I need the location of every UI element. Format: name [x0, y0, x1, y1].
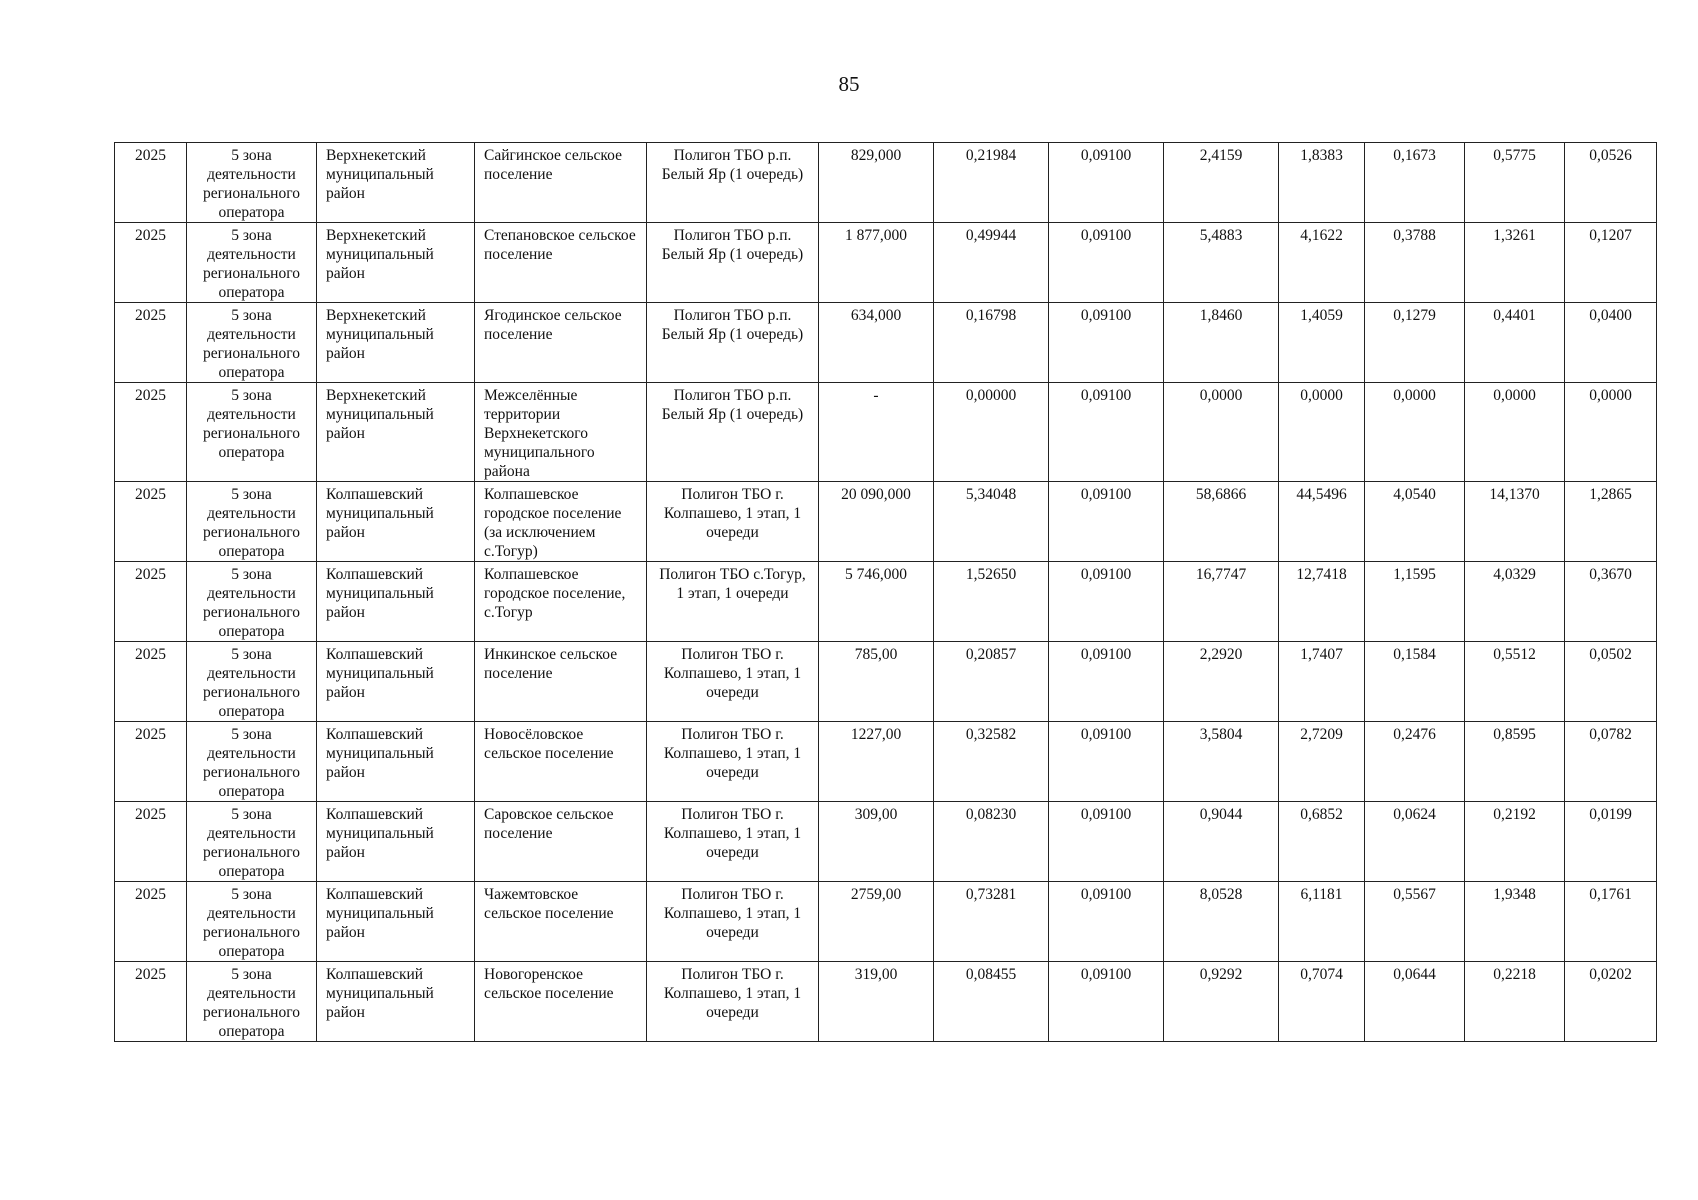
cell-value-3: 0,09100: [1049, 962, 1164, 1042]
cell-district: Колпашевский муниципальный район: [317, 482, 475, 562]
table-row: [115, 882, 1657, 962]
cell-value-4: 0,0000: [1164, 383, 1279, 482]
cell-value-6: 0,3788: [1365, 223, 1465, 303]
cell-value-2: 0,20857: [934, 642, 1049, 722]
cell-value-2: 0,73281: [934, 882, 1049, 962]
cell-value-8: 0,0526: [1565, 143, 1657, 223]
cell-value-1: -: [819, 383, 934, 482]
cell-value-1: 319,00: [819, 962, 934, 1042]
cell-value-7: 1,3261: [1465, 223, 1565, 303]
cell-value-6: 0,0624: [1365, 802, 1465, 882]
cell-value-6: 0,1279: [1365, 303, 1465, 383]
table-row: [115, 303, 1657, 383]
table-row: [115, 962, 1657, 1042]
cell-value-1: 20 090,000: [819, 482, 934, 562]
cell-value-7: 0,2218: [1465, 962, 1565, 1042]
cell-value-1: 829,000: [819, 143, 934, 223]
cell-value-7: 0,2192: [1465, 802, 1565, 882]
cell-facility: Полигон ТБО р.п. Белый Яр (1 очередь): [647, 303, 819, 383]
cell-value-6: 4,0540: [1365, 482, 1465, 562]
cell-value-8: 0,0000: [1565, 383, 1657, 482]
cell-value-6: 0,0644: [1365, 962, 1465, 1042]
cell-value-7: 1,9348: [1465, 882, 1565, 962]
cell-district: Верхнекетский муниципальный район: [317, 143, 475, 223]
cell-settlement: Новосёловское сельское поселение: [475, 722, 647, 802]
cell-zone: 5 зона деятельности регионального оператора: [187, 303, 317, 383]
cell-value-5: 1,4059: [1279, 303, 1365, 383]
cell-zone: 5 зона деятельности регионального оператора: [187, 722, 317, 802]
cell-value-5: 0,0000: [1279, 383, 1365, 482]
cell-value-7: 14,1370: [1465, 482, 1565, 562]
cell-value-6: 0,2476: [1365, 722, 1465, 802]
table-row: [115, 143, 1657, 223]
cell-value-4: 0,9292: [1164, 962, 1279, 1042]
cell-value-4: 16,7747: [1164, 562, 1279, 642]
cell-settlement: Саровское сельское поселение: [475, 802, 647, 882]
cell-value-2: 0,08230: [934, 802, 1049, 882]
cell-value-1: 5 746,000: [819, 562, 934, 642]
cell-settlement: Ягодинское сельское поселение: [475, 303, 647, 383]
cell-zone: 5 зона деятельности регионального оператора: [187, 482, 317, 562]
cell-facility: Полигон ТБО г. Колпашево, 1 этап, 1 очереди: [647, 802, 819, 882]
cell-district: Колпашевский муниципальный район: [317, 962, 475, 1042]
cell-facility: Полигон ТБО г. Колпашево, 1 этап, 1 очереди: [647, 882, 819, 962]
cell-value-1: 1227,00: [819, 722, 934, 802]
cell-value-8: 0,1207: [1565, 223, 1657, 303]
cell-district: Колпашевский муниципальный район: [317, 722, 475, 802]
cell-zone: 5 зона деятельности регионального оператора: [187, 562, 317, 642]
table-row: [115, 383, 1657, 482]
cell-district: Колпашевский муниципальный район: [317, 802, 475, 882]
cell-settlement: Колпашевское городское поселение (за исключением с.Тогур): [475, 482, 647, 562]
cell-value-2: 0,21984: [934, 143, 1049, 223]
cell-value-8: 1,2865: [1565, 482, 1657, 562]
cell-value-3: 0,09100: [1049, 562, 1164, 642]
data-table: [114, 142, 1657, 1042]
cell-value-7: 0,0000: [1465, 383, 1565, 482]
cell-value-7: 4,0329: [1465, 562, 1565, 642]
cell-facility: Полигон ТБО г. Колпашево, 1 этап, 1 очереди: [647, 642, 819, 722]
cell-district: Колпашевский муниципальный район: [317, 642, 475, 722]
cell-value-3: 0,09100: [1049, 482, 1164, 562]
cell-value-4: 8,0528: [1164, 882, 1279, 962]
cell-facility: Полигон ТБО г. Колпашево, 1 этап, 1 очереди: [647, 482, 819, 562]
cell-year: 2025: [115, 962, 187, 1042]
cell-value-8: 0,0502: [1565, 642, 1657, 722]
cell-value-4: 5,4883: [1164, 223, 1279, 303]
cell-value-3: 0,09100: [1049, 722, 1164, 802]
cell-zone: 5 зона деятельности регионального оператора: [187, 223, 317, 303]
cell-value-4: 1,8460: [1164, 303, 1279, 383]
cell-value-2: 0,16798: [934, 303, 1049, 383]
cell-year: 2025: [115, 802, 187, 882]
cell-value-5: 44,5496: [1279, 482, 1365, 562]
cell-year: 2025: [115, 143, 187, 223]
cell-facility: Полигон ТБО с.Тогур, 1 этап, 1 очереди: [647, 562, 819, 642]
cell-value-8: 0,0782: [1565, 722, 1657, 802]
cell-value-5: 12,7418: [1279, 562, 1365, 642]
cell-value-3: 0,09100: [1049, 642, 1164, 722]
cell-facility: Полигон ТБО р.п. Белый Яр (1 очередь): [647, 383, 819, 482]
cell-zone: 5 зона деятельности регионального оператора: [187, 962, 317, 1042]
cell-value-4: 2,4159: [1164, 143, 1279, 223]
cell-value-8: 0,0202: [1565, 962, 1657, 1042]
cell-value-1: 2759,00: [819, 882, 934, 962]
cell-value-2: 0,49944: [934, 223, 1049, 303]
cell-value-7: 0,5512: [1465, 642, 1565, 722]
cell-year: 2025: [115, 223, 187, 303]
cell-value-1: 634,000: [819, 303, 934, 383]
cell-value-3: 0,09100: [1049, 143, 1164, 223]
cell-settlement: Чажемтовское сельское поселение: [475, 882, 647, 962]
cell-settlement: Колпашевское городское поселение, с.Тогур: [475, 562, 647, 642]
table-row: [115, 482, 1657, 562]
cell-district: Верхнекетский муниципальный район: [317, 383, 475, 482]
cell-year: 2025: [115, 562, 187, 642]
cell-value-5: 4,1622: [1279, 223, 1365, 303]
cell-value-3: 0,09100: [1049, 383, 1164, 482]
page-number: 85: [838, 72, 860, 96]
cell-year: 2025: [115, 303, 187, 383]
cell-district: Колпашевский муниципальный район: [317, 562, 475, 642]
cell-value-2: 0,32582: [934, 722, 1049, 802]
cell-zone: 5 зона деятельности регионального оператора: [187, 802, 317, 882]
cell-value-7: 0,4401: [1465, 303, 1565, 383]
cell-value-2: 1,52650: [934, 562, 1049, 642]
cell-value-1: 309,00: [819, 802, 934, 882]
cell-year: 2025: [115, 383, 187, 482]
cell-value-3: 0,09100: [1049, 882, 1164, 962]
cell-district: Верхнекетский муниципальный район: [317, 303, 475, 383]
cell-facility: Полигон ТБО г. Колпашево, 1 этап, 1 очереди: [647, 722, 819, 802]
cell-facility: Полигон ТБО р.п. Белый Яр (1 очередь): [647, 143, 819, 223]
table-row: [115, 223, 1657, 303]
cell-value-1: 1 877,000: [819, 223, 934, 303]
cell-value-3: 0,09100: [1049, 802, 1164, 882]
cell-settlement: Сайгинское сельское поселение: [475, 143, 647, 223]
cell-value-6: 0,0000: [1365, 383, 1465, 482]
cell-zone: 5 зона деятельности регионального оператора: [187, 882, 317, 962]
cell-value-5: 6,1181: [1279, 882, 1365, 962]
cell-year: 2025: [115, 722, 187, 802]
cell-value-5: 2,7209: [1279, 722, 1365, 802]
cell-settlement: Межселённые территории Верхнекетского муниципального района: [475, 383, 647, 482]
cell-value-8: 0,0400: [1565, 303, 1657, 383]
cell-value-8: 0,1761: [1565, 882, 1657, 962]
cell-district: Верхнекетский муниципальный район: [317, 223, 475, 303]
cell-value-8: 0,3670: [1565, 562, 1657, 642]
cell-value-7: 0,8595: [1465, 722, 1565, 802]
cell-year: 2025: [115, 642, 187, 722]
cell-year: 2025: [115, 882, 187, 962]
cell-settlement: Новогоренское сельское поселение: [475, 962, 647, 1042]
cell-value-3: 0,09100: [1049, 223, 1164, 303]
cell-value-5: 0,7074: [1279, 962, 1365, 1042]
cell-year: 2025: [115, 482, 187, 562]
cell-value-8: 0,0199: [1565, 802, 1657, 882]
table-row: [115, 802, 1657, 882]
cell-zone: 5 зона деятельности регионального оператора: [187, 143, 317, 223]
cell-value-2: 5,34048: [934, 482, 1049, 562]
cell-value-4: 3,5804: [1164, 722, 1279, 802]
cell-value-7: 0,5775: [1465, 143, 1565, 223]
table-row: [115, 642, 1657, 722]
cell-zone: 5 зона деятельности регионального оператора: [187, 642, 317, 722]
cell-value-3: 0,09100: [1049, 303, 1164, 383]
cell-value-5: 1,7407: [1279, 642, 1365, 722]
table-body: [115, 143, 1657, 1042]
cell-value-5: 1,8383: [1279, 143, 1365, 223]
cell-value-5: 0,6852: [1279, 802, 1365, 882]
table-row: [115, 722, 1657, 802]
cell-value-6: 1,1595: [1365, 562, 1465, 642]
cell-settlement: Степановское сельское поселение: [475, 223, 647, 303]
cell-value-6: 0,1584: [1365, 642, 1465, 722]
cell-district: Колпашевский муниципальный район: [317, 882, 475, 962]
cell-facility: Полигон ТБО р.п. Белый Яр (1 очередь): [647, 223, 819, 303]
cell-zone: 5 зона деятельности регионального оператора: [187, 383, 317, 482]
cell-facility: Полигон ТБО г. Колпашево, 1 этап, 1 очереди: [647, 962, 819, 1042]
cell-value-6: 0,1673: [1365, 143, 1465, 223]
cell-value-4: 2,2920: [1164, 642, 1279, 722]
cell-settlement: Инкинское сельское поселение: [475, 642, 647, 722]
table-row: [115, 562, 1657, 642]
cell-value-1: 785,00: [819, 642, 934, 722]
cell-value-4: 58,6866: [1164, 482, 1279, 562]
cell-value-6: 0,5567: [1365, 882, 1465, 962]
cell-value-2: 0,00000: [934, 383, 1049, 482]
cell-value-2: 0,08455: [934, 962, 1049, 1042]
cell-value-4: 0,9044: [1164, 802, 1279, 882]
